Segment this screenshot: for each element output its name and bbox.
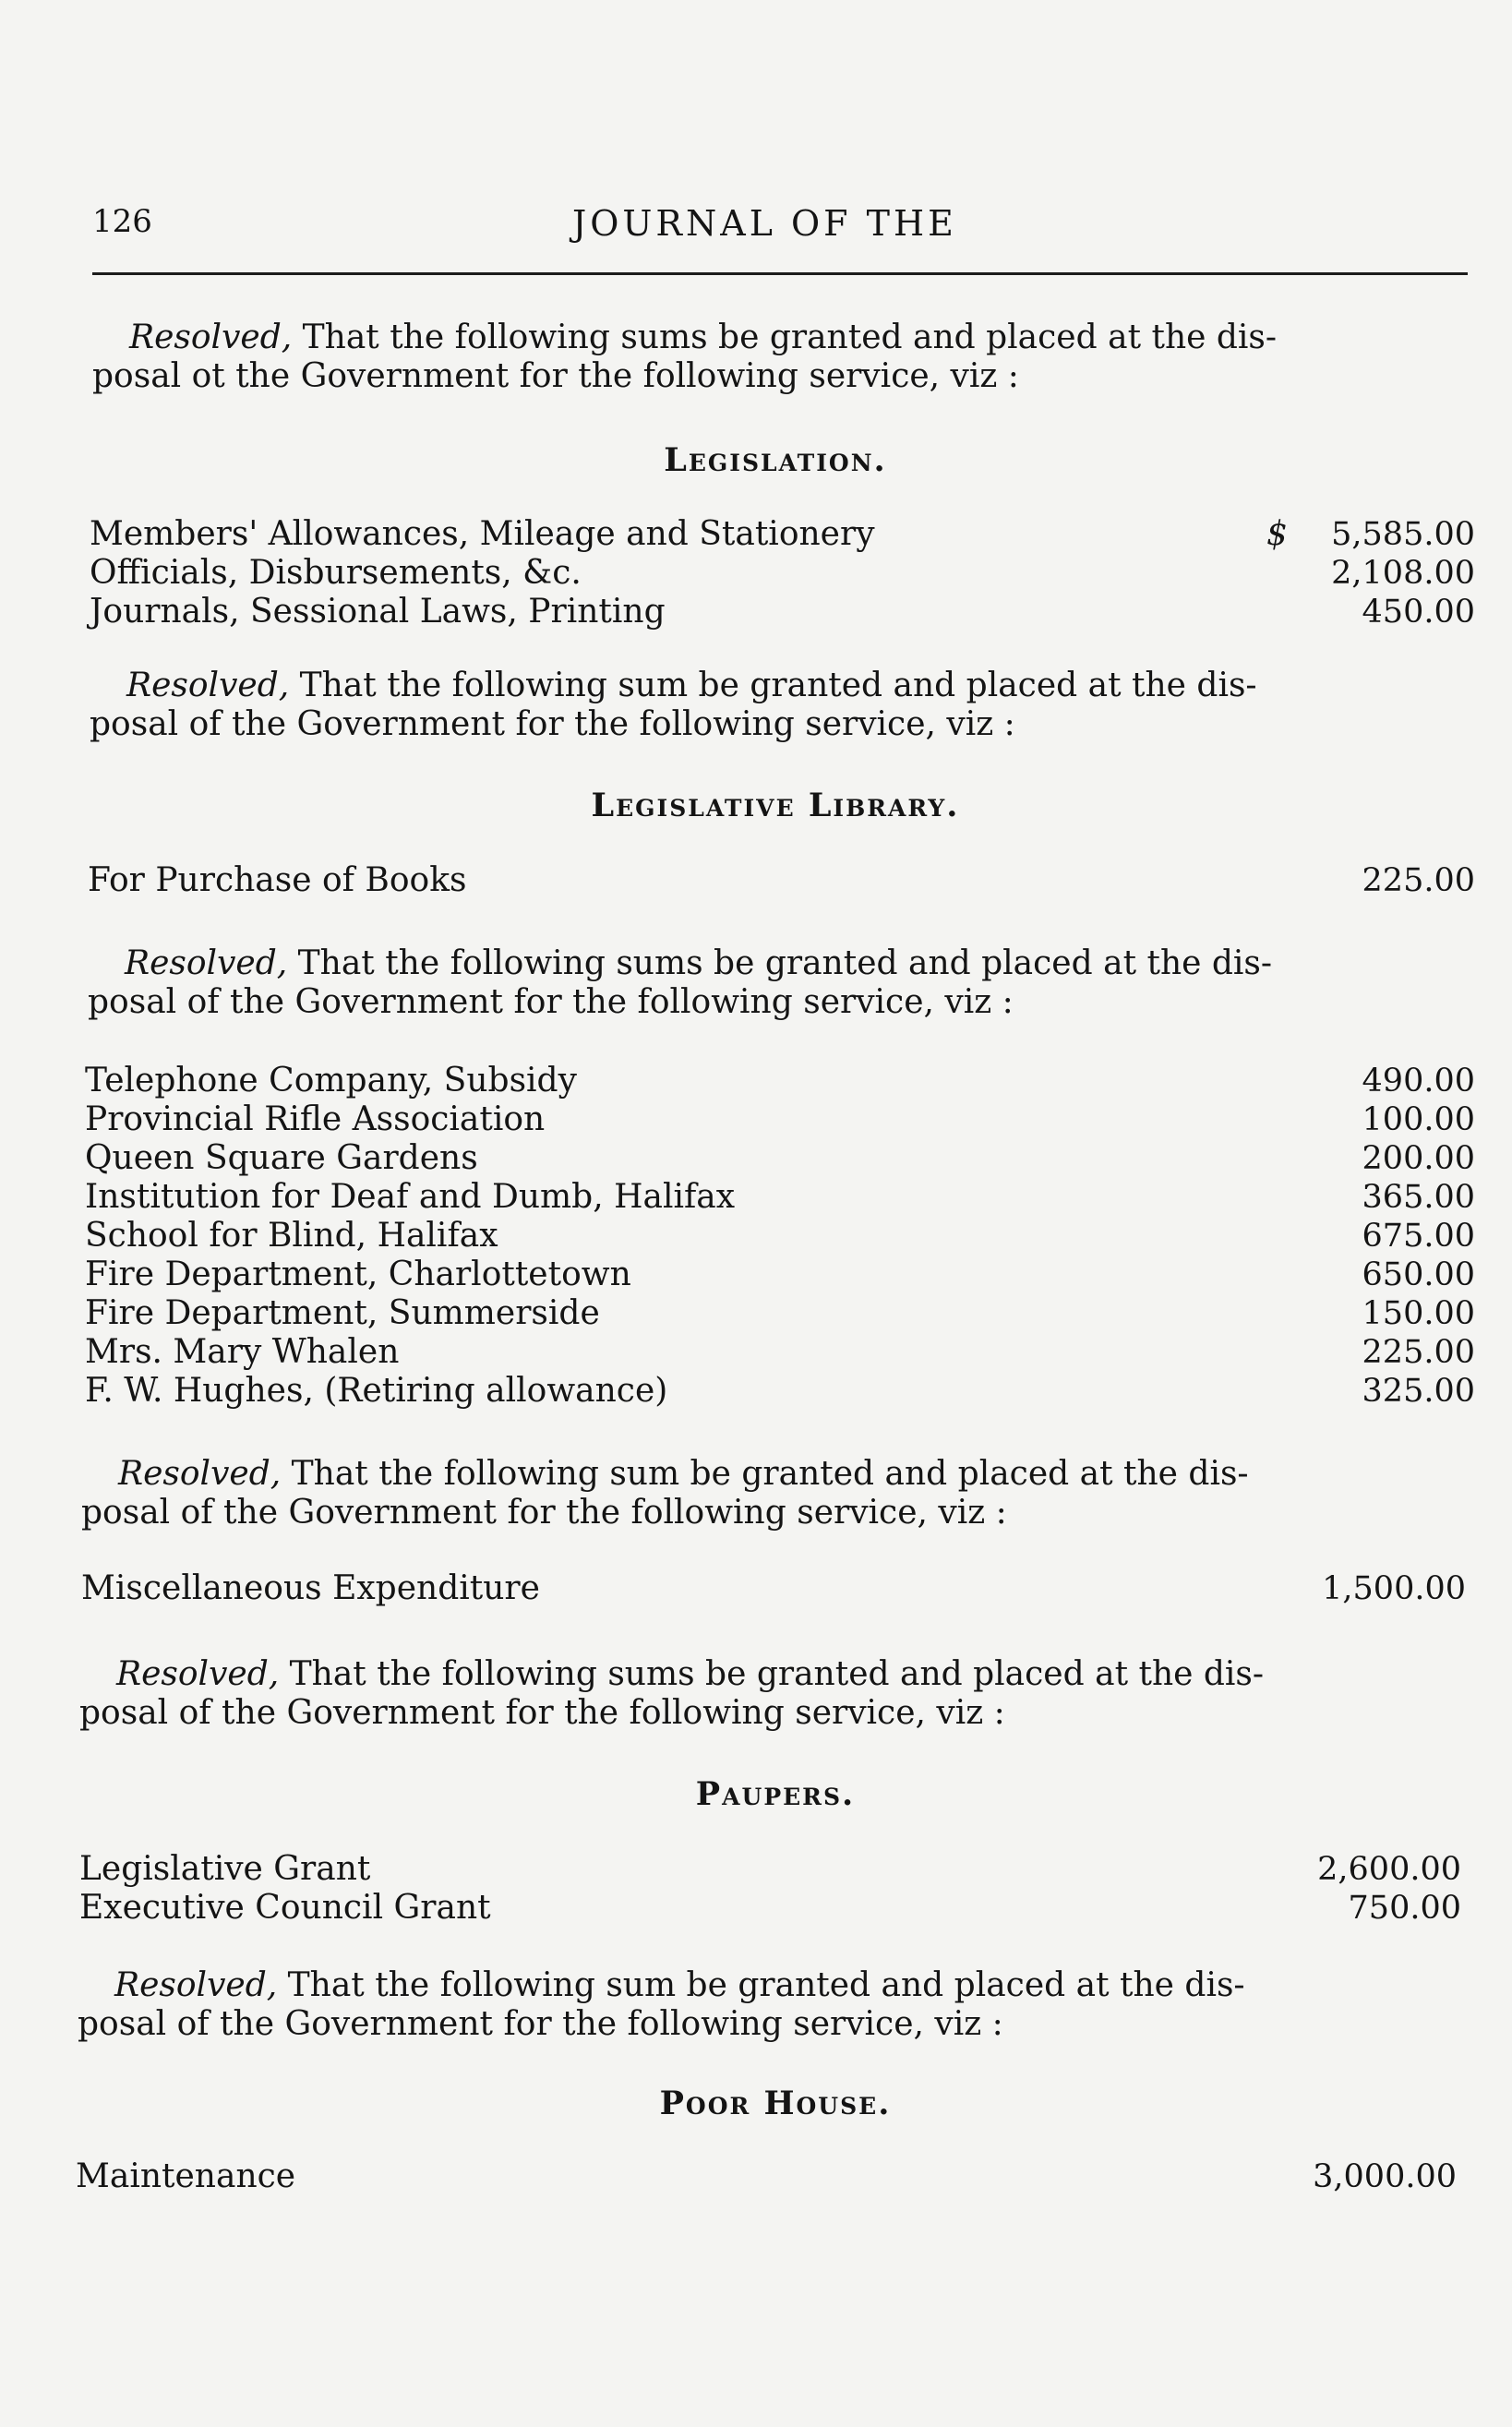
appropriation-amount: 650.00	[1362, 1256, 1475, 1293]
appropriation-list	[0, 1569, 1512, 1608]
appropriation-row	[0, 1100, 1512, 1139]
appropriation-label: Maintenance	[76, 2157, 296, 2195]
appropriation-list	[0, 1062, 1512, 1411]
appropriation-label: Members' Allowances, Mileage and Stationery	[90, 515, 875, 553]
resolution-paragraph: Resolved, That the following sums be granted and placed at the dis- posal of the Government for the following service, viz :	[88, 944, 1273, 1021]
appropriation-row	[0, 515, 1512, 554]
section-heading-legislation: Legislation.	[664, 441, 887, 479]
appropriation-list	[0, 2157, 1512, 2196]
appropriation-row	[0, 1850, 1512, 1889]
appropriation-row	[0, 593, 1512, 631]
appropriation-amount: 5,585.00	[1331, 516, 1475, 553]
appropriation-label: Mrs. Mary Whalen	[85, 1333, 400, 1371]
appropriation-row	[0, 554, 1512, 593]
page-header	[92, 203, 1468, 258]
appropriation-list	[0, 515, 1512, 631]
appropriation-label: Journals, Sessional Laws, Printing	[90, 593, 666, 631]
appropriation-amount: 675.00	[1362, 1218, 1475, 1255]
resolved-word: Resolved,	[114, 1966, 278, 2004]
appropriation-row	[0, 1217, 1512, 1256]
resolved-word: Resolved,	[126, 667, 290, 704]
appropriation-amount: 490.00	[1362, 1063, 1475, 1099]
appropriation-row	[0, 1178, 1512, 1217]
appropriation-label: Executive Council Grant	[79, 1889, 491, 1927]
appropriation-amount: 450.00	[1362, 594, 1475, 631]
resolution-paragraph: Resolved, That the following sums be granted and placed at the dis- posal of the Government for the following service, viz :	[79, 1655, 1265, 1732]
appropriation-label: For Purchase of Books	[88, 861, 467, 899]
appropriation-amount: 2,600.00	[1317, 1851, 1461, 1888]
appropriation-row	[0, 1569, 1512, 1608]
appropriation-label: School for Blind, Halifax	[85, 1217, 498, 1255]
appropriation-amount: 3,000.00	[1313, 2158, 1457, 2195]
section-heading-legislative-library: Legislative Library.	[591, 787, 960, 824]
resolved-word: Resolved,	[118, 1455, 282, 1493]
appropriation-row	[0, 861, 1512, 900]
page-number: 126	[92, 203, 152, 240]
resolution-paragraph: Resolved, That the following sum be granted and placed at the dis- posal of the Government for the following service, viz :	[81, 1455, 1249, 1532]
appropriation-label: Telephone Company, Subsidy	[85, 1062, 577, 1099]
appropriation-amount: 2,108.00	[1331, 555, 1475, 592]
appropriation-row	[0, 1333, 1512, 1372]
appropriation-row	[0, 1294, 1512, 1333]
appropriation-amount: 225.00	[1362, 862, 1475, 899]
appropriation-label: F. W. Hughes, (Retiring allowance)	[85, 1372, 668, 1410]
currency-symbol: $	[1266, 515, 1288, 553]
appropriation-label: Fire Department, Charlottetown	[85, 1256, 631, 1293]
appropriation-row	[0, 1062, 1512, 1100]
appropriation-amount: 150.00	[1362, 1295, 1475, 1332]
appropriation-label: Fire Department, Summerside	[85, 1294, 600, 1332]
appropriation-amount: 325.00	[1362, 1373, 1475, 1410]
appropriation-row	[0, 2157, 1512, 2196]
resolved-word: Resolved,	[129, 318, 293, 356]
appropriation-label: Institution for Deaf and Dumb, Halifax	[85, 1178, 736, 1216]
appropriation-amount: 1,500.00	[1322, 1570, 1466, 1607]
resolved-word: Resolved,	[116, 1655, 280, 1693]
appropriation-row	[0, 1139, 1512, 1178]
appropriation-list	[0, 1850, 1512, 1928]
appropriation-list	[0, 861, 1512, 900]
appropriation-row	[0, 1256, 1512, 1294]
section-heading-poor-house: Poor House.	[659, 2085, 892, 2122]
resolution-paragraph: Resolved, That the following sum be granted and placed at the dis- posal of the Government for the following service, viz :	[78, 1966, 1245, 2043]
appropriation-label: Queen Square Gardens	[85, 1139, 478, 1177]
appropriation-label: Provincial Rifle Association	[85, 1100, 546, 1138]
appropriation-amount: 200.00	[1362, 1140, 1475, 1177]
appropriation-amount: 225.00	[1362, 1334, 1475, 1371]
appropriation-amount: 750.00	[1348, 1890, 1461, 1927]
section-heading-paupers: Paupers.	[695, 1775, 856, 1813]
resolved-word: Resolved,	[125, 944, 288, 982]
appropriation-row	[0, 1372, 1512, 1411]
appropriation-label: Legislative Grant	[79, 1850, 371, 1888]
resolution-paragraph: Resolved, That the following sums be granted and placed at the dis- posal ot the Government for the following service, viz :	[92, 318, 1278, 395]
appropriation-row	[0, 1889, 1512, 1928]
running-title: JOURNAL OF THE	[572, 203, 957, 244]
appropriation-label: Officials, Disbursements, &c.	[90, 554, 582, 592]
appropriation-amount: 100.00	[1362, 1101, 1475, 1138]
header-rule	[92, 272, 1468, 275]
appropriation-label: Miscellaneous Expenditure	[81, 1569, 540, 1607]
resolution-paragraph: Resolved, That the following sum be granted and placed at the dis- posal of the Government for the following service, viz :	[90, 667, 1257, 743]
appropriation-amount: 365.00	[1362, 1179, 1475, 1216]
